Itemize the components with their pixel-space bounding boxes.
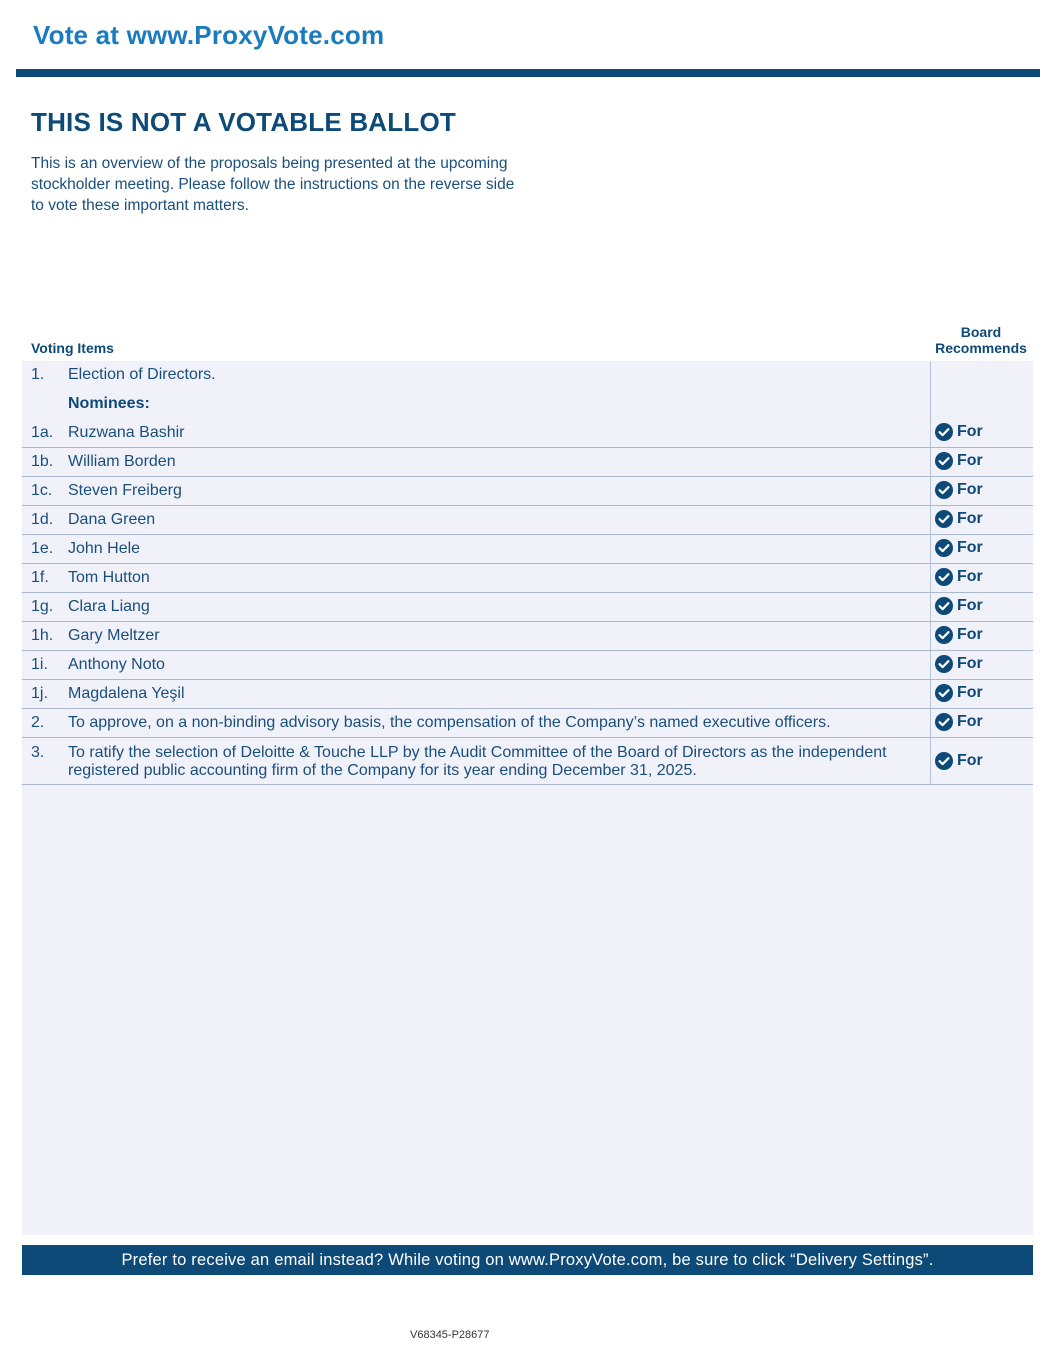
recommendation <box>935 481 983 499</box>
check-circle-icon <box>935 752 953 770</box>
recommendation-label: For <box>957 626 983 643</box>
voting-items-header: Voting Items <box>31 340 114 356</box>
board-recommends-header <box>930 324 1032 356</box>
nominee-row <box>22 535 1033 564</box>
board-recommends-line1: Board <box>960 324 1002 340</box>
item-text: To approve, on a non-binding advisory basis, the compensation of the Company’s named executive officers. <box>68 714 831 731</box>
nominee-number: 1c. <box>31 482 53 499</box>
nominees-label-row <box>22 395 1033 419</box>
nominee-row <box>22 448 1033 477</box>
recommendation <box>935 684 983 702</box>
nominee-row <box>22 477 1033 506</box>
recommendation-label: For <box>957 655 983 672</box>
nominee-name: John Hele <box>68 540 141 557</box>
nominee-row <box>22 419 1033 448</box>
check-circle-icon <box>935 452 953 470</box>
check-circle-icon <box>935 539 953 557</box>
nominees-label: Nominees: <box>68 395 150 412</box>
check-circle-icon <box>935 481 953 499</box>
recommendation <box>935 423 983 441</box>
nominee-number: 1g. <box>31 598 54 615</box>
recommendation-label: For <box>957 510 983 527</box>
nominee-number: 1f. <box>31 569 49 586</box>
item-number: 2. <box>31 714 45 731</box>
document-code: V68345-P28677 <box>410 1329 490 1341</box>
recommendation-label: For <box>957 597 983 614</box>
recommendation-label: For <box>957 752 983 769</box>
nominee-name: Steven Freiberg <box>68 482 182 499</box>
nominee-number: 1h. <box>31 627 54 644</box>
recommendation <box>935 713 983 731</box>
page-title: THIS IS NOT A VOTABLE BALLOT <box>31 107 456 137</box>
board-recommends-line2: Recommends <box>935 340 1027 356</box>
proposal-row-3 <box>22 738 1033 785</box>
nominee-name: Anthony Noto <box>68 656 165 673</box>
item-number: 3. <box>31 744 45 761</box>
voting-items-panel <box>22 361 1033 1235</box>
check-circle-icon <box>935 568 953 586</box>
check-circle-icon <box>935 597 953 615</box>
item-text: To ratify the selection of Deloitte & Touche LLP by the Audit Committee of the Board of Directors as the independent registered public accounting firm of the Company for its year ending December 31, 2025. <box>68 744 887 779</box>
check-circle-icon <box>935 626 953 644</box>
nominee-row <box>22 651 1033 680</box>
proposal-row-2 <box>22 709 1033 738</box>
recommendation-label: For <box>957 452 983 469</box>
recommendation-label: For <box>957 568 983 585</box>
item-text: Election of Directors. <box>68 366 216 383</box>
nominee-name: Gary Meltzer <box>68 627 160 644</box>
nominee-name: Dana Green <box>68 511 156 528</box>
nominee-row <box>22 564 1033 593</box>
nominee-row <box>22 506 1033 535</box>
nominee-number: 1a. <box>31 424 54 441</box>
check-circle-icon <box>935 713 953 731</box>
nominee-number: 1e. <box>31 540 54 557</box>
header-divider <box>16 69 1040 77</box>
recommendation <box>935 752 983 770</box>
recommendation-label: For <box>957 481 983 498</box>
recommendation <box>935 539 983 557</box>
intro-text: This is an overview of the proposals being presented at the upcoming stockholder meeting. Please follow the instructions on the reverse side to vote these important matters. <box>31 155 515 214</box>
nominee-number: 1i. <box>31 656 48 673</box>
proposal-row-1 <box>22 366 1033 390</box>
nominee-name: Clara Liang <box>68 598 150 615</box>
recommendation-label: For <box>957 423 983 440</box>
recommendation <box>935 626 983 644</box>
check-circle-icon <box>935 684 953 702</box>
nominee-number: 1j. <box>31 685 48 702</box>
recommendation <box>935 452 983 470</box>
nominee-number: 1b. <box>31 453 54 470</box>
recommendation-label: For <box>957 713 983 730</box>
nominee-row <box>22 622 1033 651</box>
recommendation-label: For <box>957 539 983 556</box>
recommendation-label: For <box>957 684 983 701</box>
nominee-name: Magdalena Yeşil <box>68 685 185 702</box>
nominee-name: Ruzwana Bashir <box>68 424 185 441</box>
vote-website-link[interactable]: Vote at www.ProxyVote.com <box>33 20 385 50</box>
email-delivery-banner: Prefer to receive an email instead? While voting on www.ProxyVote.com, be sure to click “Delivery Settings”. <box>22 1245 1033 1275</box>
item-number: 1. <box>31 366 45 383</box>
recommendation <box>935 568 983 586</box>
nominee-name: Tom Hutton <box>68 569 150 586</box>
check-circle-icon <box>935 510 953 528</box>
nominee-row <box>22 680 1033 709</box>
nominee-number: 1d. <box>31 511 54 528</box>
nominee-row <box>22 593 1033 622</box>
recommendation <box>935 655 983 673</box>
check-circle-icon <box>935 423 953 441</box>
nominee-name: William Borden <box>68 453 176 470</box>
recommendation <box>935 597 983 615</box>
recommendation <box>935 510 983 528</box>
check-circle-icon <box>935 655 953 673</box>
